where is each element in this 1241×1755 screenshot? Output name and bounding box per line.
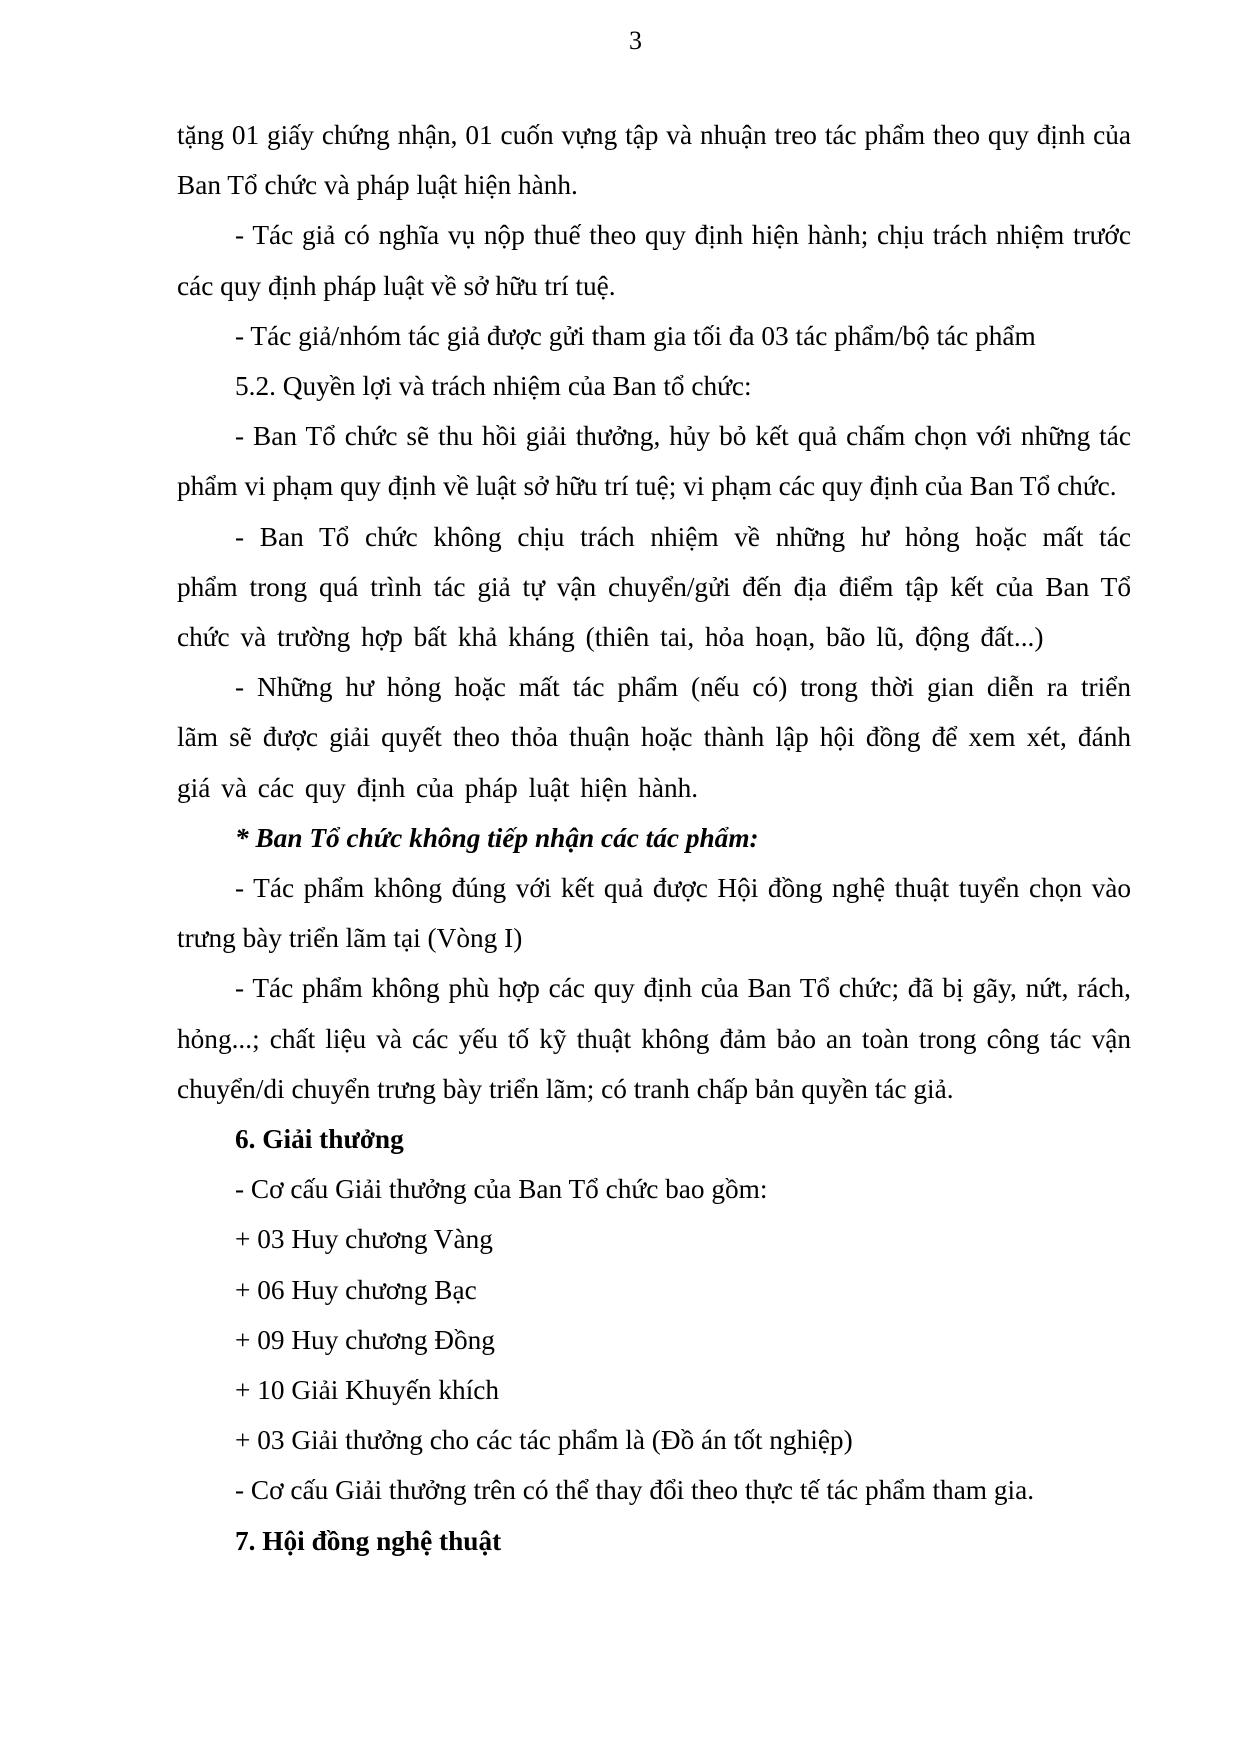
paragraph-reject-non-compliant: - Tác phẩm không phù hợp các quy định của Ban Tổ chức; đã bị gãy, nứt, rách, hỏng...; chất liệu và các yếu tố kỹ thuật không đảm bảo an toàn trong công tác vận chuyển/di chuyển trưng bày triển lãm; có tranh chấp bản quyền tác giả. — [177, 973, 1131, 1104]
award-item: + 09 Huy chương Đồng — [235, 1324, 495, 1355]
document-body — [177, 110, 1131, 1566]
paragraph-max-works: - Tác giả/nhóm tác giả được gửi tham gia tối đa 03 tác phẩm/bộ tác phẩm — [235, 320, 1036, 351]
awards-heading: 6. Giải thưởng — [235, 1124, 404, 1155]
paragraph-reject-not-selected: - Tác phẩm không đúng với kết quả được Hội đồng nghệ thuật tuyển chọn vào trưng bày triển lãm tại (Vòng I) — [177, 873, 1131, 954]
award-item: + 03 Huy chương Vàng — [235, 1224, 493, 1255]
award-item: + 03 Giải thưởng cho các tác phẩm là (Đồ án tốt nghiệp) — [235, 1425, 853, 1456]
paragraph-damage-resolution: - Những hư hỏng hoặc mất tác phẩm (nếu có) trong thời gian diễn ra triển lãm sẽ được giải quyết theo thỏa thuận hoặc thành lập hội đồng để xem xét, đánh giá và các quy định của pháp luật hiện hành. — [177, 672, 1131, 803]
awards-list — [177, 1214, 1131, 1465]
awards-note: - Cơ cấu Giải thưởng trên có thể thay đổi theo thực tế tác phẩm tham gia. — [235, 1475, 1035, 1506]
rejection-heading: * Ban Tổ chức không tiếp nhận các tác phẩm: — [235, 822, 759, 853]
page-number: 3 — [629, 26, 642, 55]
awards-intro: - Cơ cấu Giải thưởng của Ban Tổ chức bao gồm: — [235, 1174, 768, 1205]
award-item: + 06 Huy chương Bạc — [235, 1274, 477, 1305]
award-item: + 10 Giải Khuyến khích — [235, 1375, 500, 1406]
paragraph-revoke-awards: - Ban Tổ chức sẽ thu hồi giải thưởng, hủy bỏ kết quả chấm chọn với những tác phẩm vi phạm quy định về luật sở hữu trí tuệ; vi phạm các quy định của Ban Tổ chức. — [177, 421, 1131, 502]
section-5-2-heading: 5.2. Quyền lợi và trách nhiệm của Ban tổ chức: — [235, 371, 752, 402]
paragraph-no-liability: - Ban Tổ chức không chịu trách nhiệm về những hư hỏng hoặc mất tác phẩm trong quá trình tác giả tự vận chuyển/gửi đến địa điểm tập kết của Ban Tổ chức và trường hợp bất khả kháng (thiên tai, hỏa hoạn, bão lũ, động đất...) — [177, 521, 1131, 653]
paragraph-tax-obligation: - Tác giả có nghĩa vụ nộp thuế theo quy định hiện hành; chịu trách nhiệm trước các quy định pháp luật về sở hữu trí tuệ. — [177, 220, 1131, 301]
council-heading: 7. Hội đồng nghệ thuật — [235, 1525, 502, 1556]
paragraph-continuation: tặng 01 giấy chứng nhận, 01 cuốn vựng tập và nhuận treo tác phẩm theo quy định của Ban Tổ chức và pháp luật hiện hành. — [177, 120, 1131, 201]
